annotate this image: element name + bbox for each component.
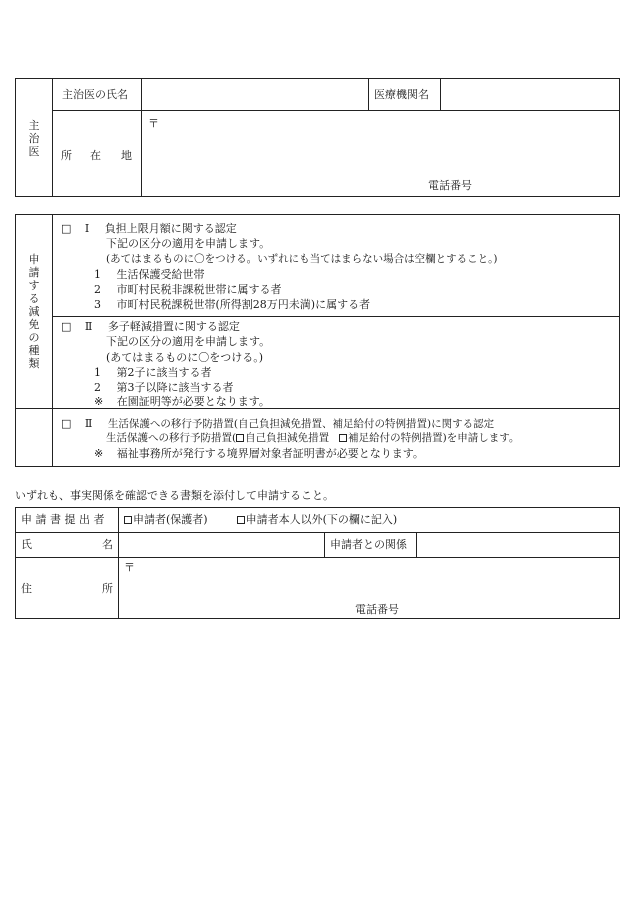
option-text: 申請者(保護者) (133, 513, 208, 526)
label-char: 所 (102, 582, 113, 595)
doctor-address-field[interactable] (142, 111, 619, 196)
section3-note (94, 447, 424, 460)
phone-label: 電話番号 (355, 603, 399, 616)
institution-label: 医療機関名 (374, 88, 429, 101)
checkbox-icon[interactable] (339, 434, 347, 442)
relation-label: 申請者との関係 (330, 538, 407, 551)
list-item[interactable] (94, 268, 205, 281)
option-text: 申請者本人以外(下の欄に記入) (245, 513, 398, 526)
checkbox-icon[interactable]: □ (61, 222, 72, 235)
line-suffix: )を申請します。 (442, 432, 520, 444)
label-char: 住 (21, 582, 32, 595)
label-char: 在 (90, 149, 101, 162)
notice-text: いずれも、事実関係を確認できる書類を添付して申請すること。 (15, 489, 334, 502)
item-text: 第2子に該当する者 (116, 366, 212, 379)
list-item[interactable] (94, 283, 282, 296)
list-item[interactable] (94, 366, 212, 379)
section1-header (61, 222, 237, 235)
note-text: 在園証明等が必要となります。 (116, 395, 270, 408)
section2-line1: 下記の区分の適用を申請します。 (106, 335, 271, 348)
list-item[interactable] (94, 298, 370, 311)
section2-line2: (あてはまるものに〇をつける。) (106, 351, 264, 364)
relation-field[interactable] (417, 533, 619, 556)
item-number: 2 (94, 381, 101, 394)
item-number: 2 (94, 283, 101, 296)
doctor-side-label: 主治医 (28, 119, 40, 158)
section2-note (94, 395, 270, 408)
doctor-name-field[interactable] (142, 79, 367, 109)
section-numeral: Ⅱ (84, 320, 93, 333)
label-char: 名 (102, 538, 113, 551)
note-text: 福祉事務所が発行する境界層対象者証明書が必要となります。 (116, 447, 424, 460)
postal-mark: 〒 (124, 561, 135, 574)
item-text: 市町村民税課税世帯(所得割28万円未満)に属する者 (116, 298, 371, 311)
section3-header (61, 417, 494, 431)
option-text: 自己負担減免措置 (245, 432, 330, 444)
section-title: 多子軽減措置に関する認定 (107, 320, 240, 333)
checkbox-icon[interactable] (236, 434, 244, 442)
reduction-side-label: 申請する減免の種類 (28, 253, 40, 370)
note-mark: ※ (94, 395, 104, 408)
postal-mark: 〒 (148, 117, 159, 130)
label-char: 地 (121, 149, 132, 162)
name-field[interactable] (119, 533, 323, 556)
label-char: 所 (61, 149, 72, 162)
section1-line2: (あてはまるものに〇をつける。いずれにも当てはまらない場合は空欄とすること。) (106, 253, 498, 265)
submitter-options (124, 513, 397, 526)
submitter-label: 申 請 書 提 出 者 (21, 513, 105, 526)
section-title: 生活保護への移行予防措置(自己負担減免措置、補足給付の特例措置)に関する認定 (107, 418, 495, 430)
divider (324, 532, 325, 557)
item-text: 市町村民税非課税世帯に属する者 (116, 283, 282, 296)
divider (52, 214, 53, 467)
divider (368, 78, 369, 110)
label-char: 氏 (21, 538, 32, 551)
checkbox-icon[interactable]: □ (61, 417, 72, 430)
divider (52, 78, 53, 197)
institution-field[interactable] (441, 79, 619, 109)
section3-line1 (106, 432, 519, 445)
line-prefix: 生活保護への移行予防措置( (106, 432, 237, 444)
section-numeral: Ⅰ (84, 222, 90, 235)
checkbox-icon[interactable]: □ (61, 320, 72, 333)
doctor-phone-label: 電話番号 (428, 179, 472, 192)
option-text: 補足給付の特例措置 (348, 432, 443, 444)
divider (52, 316, 620, 317)
checkbox-icon[interactable] (124, 516, 132, 524)
item-text: 第3子以降に該当する者 (116, 381, 234, 394)
section1-line1: 下記の区分の適用を申請します。 (106, 237, 271, 250)
section-title: 負担上限月額に関する認定 (104, 222, 237, 235)
section2-header (61, 320, 240, 333)
section-numeral: Ⅱ (84, 417, 93, 430)
item-text: 生活保護受給世帯 (116, 268, 205, 281)
checkbox-icon[interactable] (237, 516, 245, 524)
item-number: 1 (94, 268, 101, 281)
note-mark: ※ (94, 447, 104, 460)
item-number: 3 (94, 298, 101, 311)
list-item[interactable] (94, 381, 234, 394)
item-number: 1 (94, 366, 101, 379)
doctor-name-label: 主治医の氏名 (62, 88, 128, 101)
